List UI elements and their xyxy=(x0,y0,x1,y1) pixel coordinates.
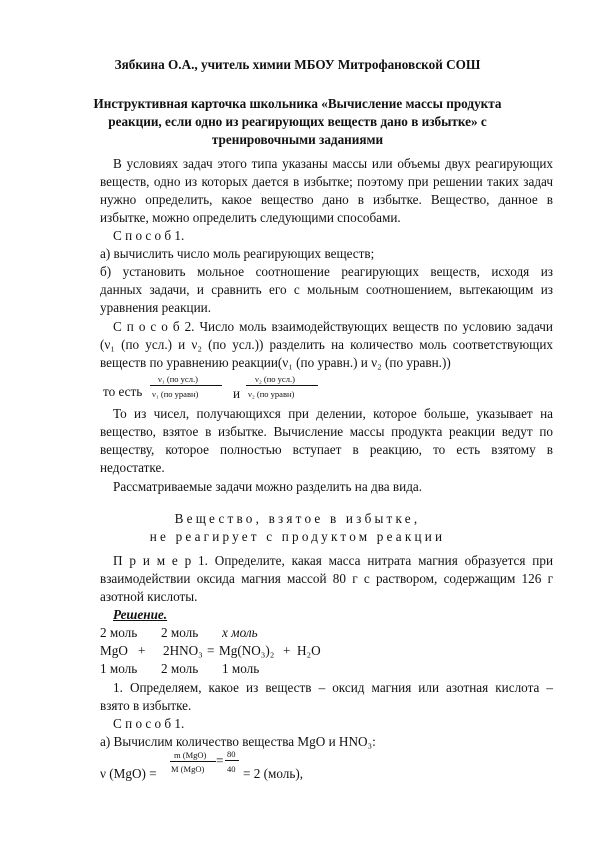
conclusion-line-4: недостатке. xyxy=(100,460,165,475)
frac1-bar xyxy=(150,385,222,386)
frac2-bar xyxy=(246,385,318,386)
frac1-denominator: ν₁ (по уравн) xyxy=(152,389,199,399)
frac1-numerator: ν₁ (по усл.) xyxy=(158,374,198,384)
title-line-1: Инструктивная карточка школьника «Вычисление массы продукта xyxy=(93,96,502,111)
eq-plus-2: + xyxy=(283,643,291,658)
eq-plus-1: + xyxy=(138,643,146,658)
method2-line-1: С п о с о б 2. Число моль взаимодействующих веществ по условию задачи xyxy=(113,319,553,334)
to-est-label: то есть xyxy=(103,384,143,399)
step1-line-1: 1. Определяем, какое из веществ – оксид магния или азотная кислота – xyxy=(113,680,553,695)
title-line-3: тренировочными заданиями xyxy=(211,132,384,147)
method1-step-b-line-2: данных задачи, и сравнить его с мольным соотношением, вытекающим из xyxy=(100,282,553,297)
intro-line-2: веществ, одно из которых дается в избытке; поэтому при решении таких задач xyxy=(100,174,553,189)
method1-step-b-line-1: б) установить мольное соотношение реагирующих веществ, исходя из xyxy=(100,264,553,279)
method1b-heading: С п о с о б 1. xyxy=(113,716,185,731)
title-line-2: реакции, если одно из реагирующих веществ дано в избытке» с xyxy=(108,114,487,129)
conclusion-line-1: То из чисел, получающихся при делении, которое больше, указывает на xyxy=(113,406,553,421)
method2-line-2: (ν₁ (по усл.) и ν₂ (по усл.)) разделить на количество моль соответствующих xyxy=(100,337,553,352)
eq-top-mgo: 2 моль xyxy=(100,625,138,640)
calc-num-2: 80 xyxy=(227,749,236,759)
method1-heading: С п о с о б 1. xyxy=(113,228,185,243)
calc-a-line: а) Вычислим количество вещества MgO и HNO₃: xyxy=(100,734,376,749)
calc-result: = 2 (моль), xyxy=(243,766,304,781)
types-line: Рассматриваемые задачи можно разделить на два вида. xyxy=(113,479,423,494)
calc-den-2: 40 xyxy=(227,764,236,774)
calc-eq-1: = xyxy=(216,753,224,768)
method1-step-b-line-3: уравнения реакции. xyxy=(100,300,211,315)
calc-bar-1 xyxy=(170,761,216,762)
subtitle-line-2: не реагирует с продуктом реакции xyxy=(149,529,446,544)
calc-bar-2 xyxy=(225,760,239,761)
method1-step-a: а) вычислить число моль реагирующих веществ; xyxy=(100,246,375,261)
conclusion-line-2: вещество, взятое в избытке. Вычисление массы продукта реакции ведут по xyxy=(100,424,553,439)
step1-line-2: взято в избытке. xyxy=(100,698,192,713)
method2-line-3: веществ по уравнению реакции(ν₁ (по уравн.) и ν₂ (по уравн.)) xyxy=(100,355,451,370)
example1-line-2: взаимодействии оксида магния массой 80 г с раствором, содержащим 126 г xyxy=(100,571,553,586)
solution-label: Решение. xyxy=(113,607,168,622)
calc-lhs: ν (MgO) = xyxy=(100,766,157,781)
calc-num-1: m (MgO) xyxy=(174,750,207,760)
author-header: Зябкина О.А., учитель химии МБОУ Митрофановской СОШ xyxy=(114,57,481,72)
example1-line-1: П р и м е р 1. Определите, какая масса нитрата магния образуется при xyxy=(113,553,553,568)
example1-line-3: азотной кислоты. xyxy=(100,589,198,604)
eq-bottom-hno3: 2 моль xyxy=(161,661,199,676)
frac2-denominator: ν₂ (по уравн) xyxy=(248,389,295,399)
eq-hno3: 2HNO₃ xyxy=(163,643,203,658)
eq-top-product: x моль xyxy=(222,625,258,640)
calc-den-1: M (MgO) xyxy=(171,764,205,774)
intro-line-3: нужно определить, какое вещество дано в избытке. Вещество, данное в xyxy=(100,192,553,207)
eq-mgno32: Mg(NO₃)₂ xyxy=(219,643,275,658)
eq-h2o: H₂O xyxy=(297,643,321,658)
eq-bottom-product: 1 моль xyxy=(222,661,260,676)
eq-mgo: MgO xyxy=(100,643,128,658)
eq-top-hno3: 2 моль xyxy=(161,625,199,640)
subtitle-line-1: Вещество, взятое в избытке, xyxy=(174,511,421,526)
conclusion-line-3: веществу, которое полностью вступает в реакцию, то есть взятому в xyxy=(100,442,553,457)
eq-equals: = xyxy=(207,643,215,658)
frac2-numerator: ν₂ (по усл.) xyxy=(255,374,295,384)
and-label: и xyxy=(233,386,241,401)
intro-line-1: В условиях задач этого типа указаны массы или объемы двух реагирующих xyxy=(113,156,553,171)
intro-line-4: избытке, можно определить следующими способами. xyxy=(100,210,401,225)
eq-bottom-mgo: 1 моль xyxy=(100,661,138,676)
